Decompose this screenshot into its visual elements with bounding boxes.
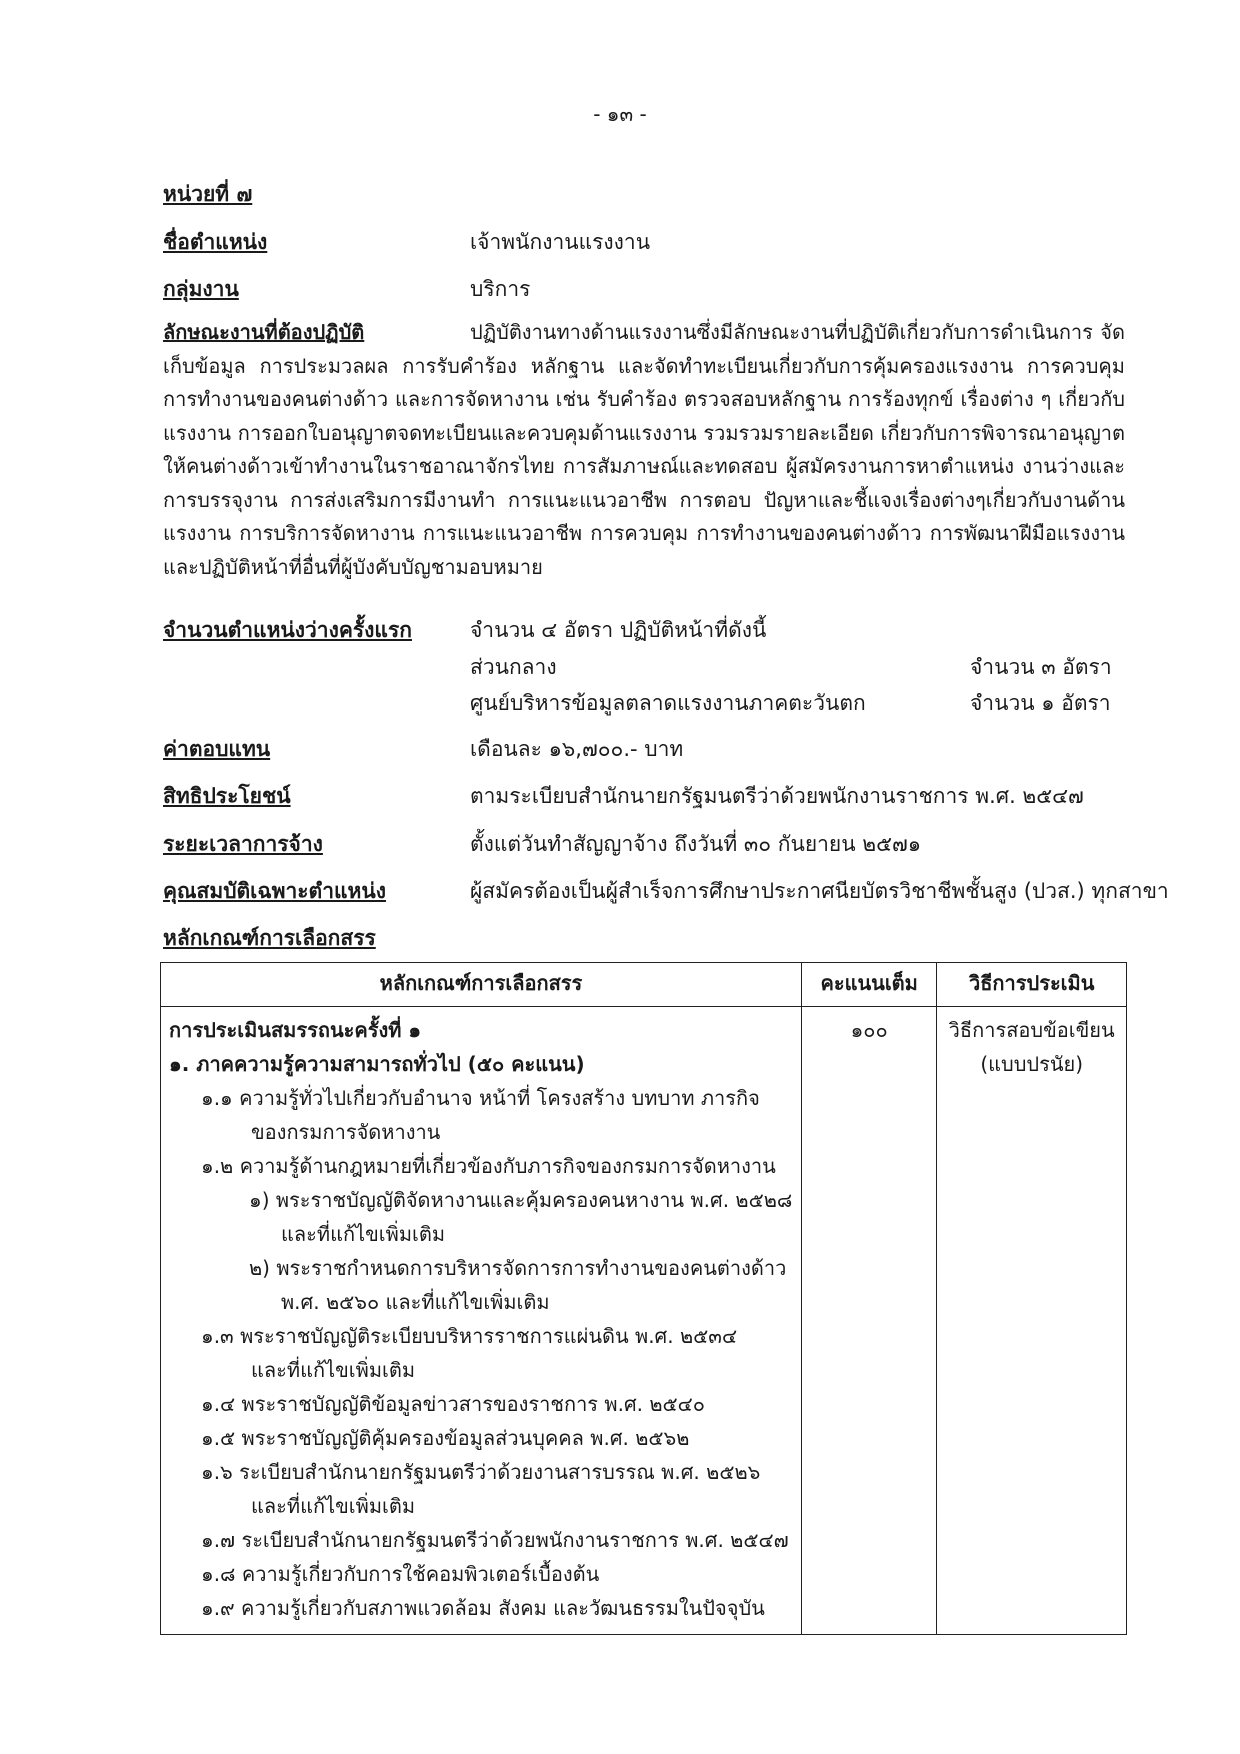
list-item: ๑.๒ ความรู้ด้านกฎหมายที่เกี่ยวข้องกับภารกิจของกรมการจัดหางาน — [201, 1154, 776, 1178]
table-header-row — [161, 963, 1127, 1007]
header-criteria: หลักเกณฑ์การเลือกสรร — [161, 963, 802, 1007]
group-label: กลุ่มงาน — [163, 277, 239, 301]
list-item: ๑.๑ ความรู้ทั่วไปเกี่ยวกับอำนาจ หน้าที่ โครงสร้าง บทบาท ภารกิจ — [201, 1086, 760, 1110]
position-label: ชื่อตำแหน่ง — [163, 230, 268, 254]
list-item-continued: และที่แก้ไขเพิ่มเติม — [251, 1358, 416, 1382]
list-item: ๑.๖ ระเบียบสำนักนายกรัฐมนตรีว่าด้วยงานสารบรรณ พ.ศ. ๒๕๒๖ — [201, 1460, 761, 1484]
position-value: เจ้าพนักงานแรงงาน — [470, 230, 651, 254]
round-title: การประเมินสมรรถนะครั้งที่ ๑ — [169, 1018, 422, 1042]
benefit-value: ตามระเบียบสำนักนายกรัฐมนตรีว่าด้วยพนักงานราชการ พ.ศ. ๒๕๔๗ — [470, 784, 1084, 808]
table-row — [161, 1007, 1127, 1635]
vacancy-count-central: จำนวน ๓ อัตรา — [970, 655, 1112, 679]
pay-label: ค่าตอบแทน — [163, 737, 271, 761]
method-line-1: วิธีการสอบข้อเขียน — [948, 1018, 1115, 1042]
method-cell — [937, 1007, 1127, 1635]
period-label: ระยะเวลาการจ้าง — [163, 832, 323, 856]
list-item: ๑.๗ ระเบียบสำนักนายกรัฐมนตรีว่าด้วยพนักงานราชการ พ.ศ. ๒๕๔๗ — [201, 1528, 789, 1552]
duty-label: ลักษณะงานที่ต้องปฏิบัติ — [163, 320, 365, 344]
vacancy-unit-west: ศูนย์บริหารข้อมูลตลาดแรงงานภาคตะวันตก — [470, 691, 866, 715]
header-method: วิธีการประเมิน — [937, 963, 1127, 1007]
sub-list-item: ๑) พระราชบัญญัติจัดหางานและคุ้มครองคนหางาน พ.ศ. ๒๕๒๘ — [249, 1188, 793, 1212]
full-score-value: ๑๐๐ — [850, 1018, 888, 1042]
criteria-cell — [161, 1007, 802, 1635]
list-item: ๑.๓ พระราชบัญญัติระเบียบบริหารราชการแผ่นดิน พ.ศ. ๒๕๓๔ — [201, 1324, 738, 1348]
criteria-label: หลักเกณฑ์การเลือกสรร — [163, 926, 376, 950]
header-full-score: คะแนนเต็ม — [801, 963, 936, 1007]
unit-heading: หน่วยที่ ๗ — [163, 182, 253, 206]
sub-list-item-continued: พ.ศ. ๒๕๖๐ และที่แก้ไขเพิ่มเติม — [281, 1290, 550, 1314]
selection-criteria-table — [160, 962, 1127, 1635]
section-title: ๑. ภาคความรู้ความสามารถทั่วไป (๕๐ คะแนน) — [169, 1052, 585, 1076]
vacancy-unit-central: ส่วนกลาง — [470, 655, 557, 679]
list-item-continued: ของกรมการจัดหางาน — [251, 1120, 441, 1144]
page-number: - ๑๓ - — [593, 102, 647, 126]
list-item: ๑.๔ พระราชบัญญัติข้อมูลข่าวสารของราชการ พ.ศ. ๒๕๔๐ — [201, 1392, 706, 1416]
list-item: ๑.๕ พระราชบัญญัติคุ้มครองข้อมูลส่วนบุคคล พ.ศ. ๒๕๖๒ — [201, 1426, 690, 1450]
sub-list-item: ๒) พระราชกำหนดการบริหารจัดการการทำงานของคนต่างด้าว — [249, 1256, 787, 1280]
list-item: ๑.๙ ความรู้เกี่ยวกับสภาพแวดล้อม สังคม และวัฒนธรรมในปัจจุบัน — [201, 1596, 765, 1620]
qualification-label: คุณสมบัติเฉพาะตำแหน่ง — [163, 879, 386, 903]
benefit-label: สิทธิประโยชน์ — [163, 784, 291, 808]
sub-list-item-continued: และที่แก้ไขเพิ่มเติม — [281, 1222, 446, 1246]
method-line-2: (แบบปรนัย) — [980, 1052, 1084, 1076]
score-cell — [801, 1007, 936, 1635]
list-item: ๑.๘ ความรู้เกี่ยวกับการใช้คอมพิวเตอร์เบื้องต้น — [201, 1562, 600, 1586]
group-value: บริการ — [470, 277, 531, 301]
vacancy-label: จำนวนตำแหน่งว่างครั้งแรก — [163, 618, 412, 642]
vacancy-value: จำนวน ๔ อัตรา ปฏิบัติหน้าที่ดังนี้ — [470, 618, 767, 642]
duty-text: ปฏิบัติงานทางด้านแรงงานซึ่งมีลักษณะงานที่ปฏิบัติเกี่ยวกับการดำเนินการ จัดเก็บข้อมูล การประมวลผล การรับคำร้อง หลักฐาน และจัดทำทะเบียนเกี่ยวกับการคุ้มครองแรงงาน การควบคุม การทำงานของคนต่างด้าว และการจัดหางาน เช่น รับคำร้อง ตรวจสอบหลักฐาน การร้องทุกข์ เรื่องต่าง ๆ เกี่ยวกับแรงงาน การออกใบอนุญาตจดทะเบียนและควบคุมด้านแรงงาน รวมรวมรายละเอียด เกี่ยวกับการพิจารณาอนุญาตให้คนต่างด้าวเข้าทำงานในราชอาณาจักรไทย การสัมภาษณ์และทดสอบ ผู้สมัครงานการหาตำแหน่ง งานว่างและการบรรจุงาน การส่งเสริมการมีงานทำ การแนะแนวอาชีพ การตอบ ปัญหาและชี้แจงเรื่องต่างๆเกี่ยวกับงานด้านแรงงาน การบริการจัดหางาน การแนะแนวอาชีพ การควบคุม การทำงานของคนต่างด้าว การพัฒนาฝีมือแรงงาน และปฏิบัติหน้าที่อื่นที่ผู้บังคับบัญชามอบหมาย — [163, 320, 1125, 579]
duty-paragraph — [163, 316, 1125, 584]
list-item-continued: และที่แก้ไขเพิ่มเติม — [251, 1494, 416, 1518]
period-value: ตั้งแต่วันทำสัญญาจ้าง ถึงวันที่ ๓๐ กันยายน ๒๕๗๑ — [470, 832, 922, 856]
pay-value: เดือนละ ๑๖,๗๐๐.- บาท — [470, 737, 684, 761]
qualification-value: ผู้สมัครต้องเป็นผู้สำเร็จการศึกษาประกาศนียบัตรวิชาชีพชั้นสูง (ปวส.) ทุกสาขา — [470, 879, 1169, 903]
vacancy-count-west: จำนวน ๑ อัตรา — [970, 691, 1111, 715]
